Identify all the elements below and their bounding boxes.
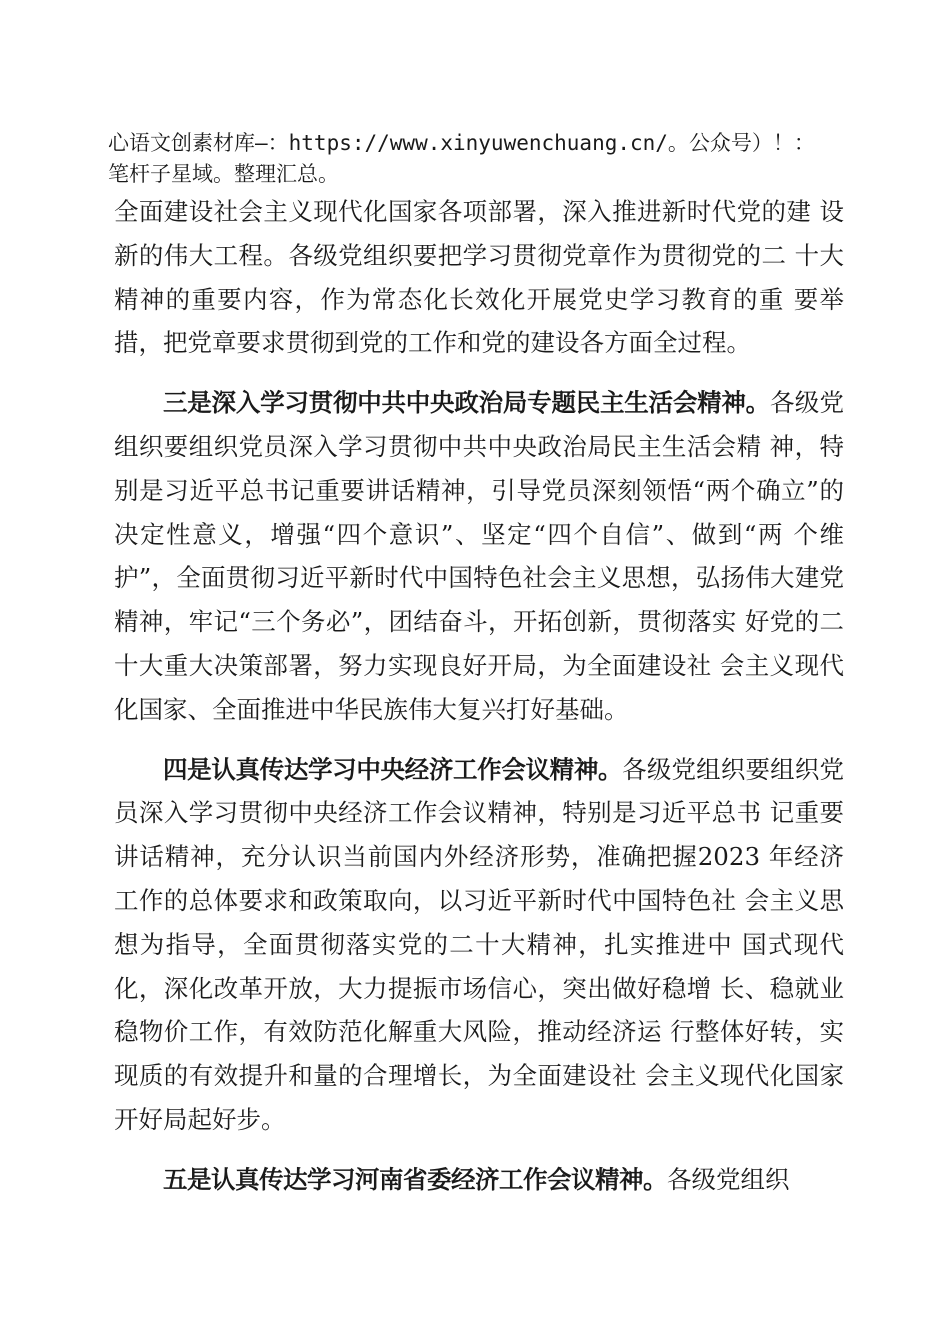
- paragraph-2-heading: 三是深入学习贯彻中共中央政治局专题民主生活会精神。: [163, 388, 770, 418]
- paragraph-2: [114, 381, 844, 731]
- paragraph-1: [114, 190, 844, 365]
- paragraph-4-heading: 五是认真传达学习河南省委经济工作会议精神。: [163, 1164, 667, 1194]
- paragraph-3: [114, 748, 844, 1142]
- paragraph-4-text: 各级党组织: [667, 1164, 790, 1194]
- paragraph-2-text: 各级党组织要组织党员深入学习贯彻中共中央政治局民主生活会精 神，特别是习近平总书记重要讲话精神，引导党员深刻领悟“两个确立”的决定性意义，增强“四个意识”、坚定“四个自信”、做到“两 个维护”，全面贯彻习近平新时代中国特色社会主义思想，弘扬伟大建党精神，牢记“三个务必”，团结奋斗，开拓创新，贯彻落实 好党的二十大重大决策部署，努力实现良好开局，为全面建设社 会主义现代化国家、全面推进中华民族伟大复兴打好基础。: [114, 388, 845, 724]
- document-body: [114, 190, 844, 1202]
- paragraph-3-heading: 四是认真传达学习中央经济工作会议精神。: [163, 754, 623, 784]
- source-note: 心语文创素材库—：https://www.xinyuwenchuang.cn/。公众号）！：笔杆子星域。整理汇总。: [108, 131, 815, 186]
- paragraph-4: [114, 1158, 844, 1202]
- paragraph-1-text: 全面建设社会主义现代化国家各项部署，深入推进新时代党的建 设新的伟大工程。各级党组织要把学习贯彻党章作为贯彻党的二 十大精神的重要内容，作为常态化长效化开展党史学习教育的重 要举措，把党章要求贯彻到党的工作和党的建设各方面全过程。: [114, 197, 844, 358]
- paragraph-3-text: 各级党组织要组织党员深入学习贯彻中央经济工作会议精神，特别是习近平总书 记重要讲话精神，充分认识当前国内外经济形势，准确把握2023 年经济工作的总体要求和政策取向，以习近平新时代中国特色社 会主义思想为指导，全面贯彻落实党的二十大精神，扎实推进中 国式现代化，深化改革开放，大力提振市场信心，突出做好稳增 长、稳就业稳物价工作，有效防范化解重大风险，推动经济运 行整体好转，实现质的有效提升和量的合理增长，为全面建设社 会主义现代化国家开好局起好步。: [114, 754, 845, 1134]
